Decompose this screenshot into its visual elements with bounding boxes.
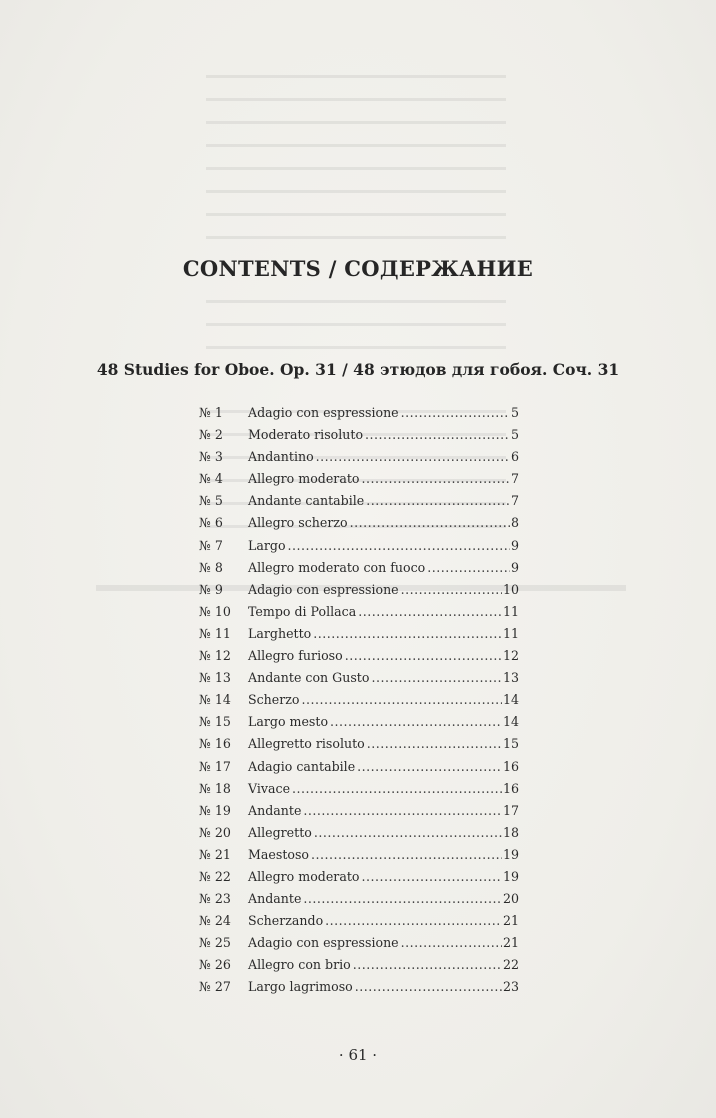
entry-page: 14 [502, 692, 519, 708]
entry-number: № 16 [199, 736, 231, 752]
contents-entry [199, 759, 519, 781]
entry-title: Adagio cantabile [248, 758, 356, 774]
entry-title: Adagio con espressione [248, 405, 399, 420]
dot-leader [361, 471, 510, 486]
entry-title: Allegro moderato con fuoco [248, 559, 426, 575]
entry-page: 16 [502, 758, 519, 774]
dot-leader [314, 825, 502, 840]
contents-entry [199, 560, 519, 582]
section-title: 48 Studies for Oboe. Op. 31 / 48 этюдов для гобоя. Соч. 31 [96, 360, 620, 379]
entry-number: № 23 [199, 891, 231, 907]
contents-entry [199, 405, 519, 427]
entry-number: № 10 [199, 603, 231, 619]
contents-entry [199, 913, 519, 935]
entry-title: Largo [248, 537, 286, 553]
dot-leader [427, 560, 510, 575]
dot-leader [316, 449, 510, 464]
entry-number: № 12 [199, 648, 231, 664]
contents-entry [199, 626, 519, 648]
entry-number: № 14 [199, 692, 231, 708]
entry-title: Allegro moderato [248, 868, 360, 884]
entry-title: Maestoso [248, 846, 310, 862]
entry-number: № 18 [199, 780, 231, 796]
entry-number: № 11 [199, 625, 231, 641]
dot-leader [401, 405, 510, 420]
contents-entry [199, 891, 519, 913]
entry-page: 11 [502, 603, 519, 619]
entry-page: 19 [502, 868, 519, 884]
entry-title: Andante cantabile [248, 493, 365, 509]
entry-page: 5 [510, 427, 519, 443]
entry-number: № 2 [199, 427, 223, 443]
dot-leader [355, 979, 502, 994]
contents-entry [199, 670, 519, 692]
entry-page: 21 [502, 935, 519, 951]
contents-entry [199, 604, 519, 626]
dot-leader [325, 913, 502, 928]
contents-entry [199, 869, 519, 891]
entry-title: Allegretto [248, 824, 312, 840]
entry-number: № 20 [199, 824, 231, 840]
entry-number: № 8 [199, 559, 223, 575]
entry-title: Largo mesto [248, 714, 329, 730]
dot-leader [357, 759, 502, 774]
entry-title: Andante [248, 891, 302, 907]
entry-title: Adagio con espressione [248, 935, 399, 951]
dot-leader [350, 515, 510, 530]
entry-number: № 22 [199, 868, 231, 884]
entry-page: 23 [502, 979, 519, 995]
entry-page: 13 [502, 670, 519, 686]
entry-number: № 4 [199, 471, 223, 487]
dot-leader [371, 670, 502, 685]
dot-leader [313, 626, 502, 641]
entry-page: 14 [502, 714, 519, 730]
entry-page: 8 [510, 515, 519, 531]
entry-page: 5 [510, 405, 519, 420]
entry-title: Allegro con brio [248, 957, 351, 973]
entry-title: Andante con Gusto [248, 670, 370, 686]
contents-entry [199, 449, 519, 471]
contents-list [199, 405, 519, 1002]
entry-title: Moderato risoluto [248, 427, 364, 443]
contents-entry [199, 582, 519, 604]
dot-leader [358, 604, 502, 619]
contents-entry [199, 471, 519, 493]
dot-leader [345, 648, 502, 663]
page-title: CONTENTS / СОДЕРЖАНИЕ [182, 256, 534, 281]
contents-entry [199, 736, 519, 758]
dot-leader [401, 935, 502, 950]
contents-entry [199, 692, 519, 714]
entry-page: 11 [502, 625, 519, 641]
entry-title: Adagio con espressione [248, 581, 399, 597]
entry-page: 21 [502, 913, 519, 929]
contents-entry [199, 493, 519, 515]
entry-number: № 5 [199, 493, 223, 509]
entry-page: 9 [510, 537, 519, 553]
dot-leader [303, 803, 502, 818]
dot-leader [292, 781, 502, 796]
contents-entry [199, 427, 519, 449]
entry-title: Scherzando [248, 913, 324, 929]
entry-page: 10 [502, 581, 519, 597]
entry-number: № 25 [199, 935, 231, 951]
dot-leader [361, 869, 501, 884]
entry-title: Andante [248, 802, 302, 818]
entry-page: 7 [510, 493, 519, 509]
entry-page: 19 [502, 846, 519, 862]
contents-entry [199, 648, 519, 670]
entry-title: Allegro furioso [248, 648, 343, 664]
contents-entry [199, 825, 519, 847]
dot-leader [353, 957, 502, 972]
entry-title: Allegro scherzo [248, 515, 348, 531]
dot-leader [303, 891, 502, 906]
dot-leader [366, 493, 510, 508]
entry-number: № 9 [199, 581, 223, 597]
entry-title: Andantino [248, 449, 314, 465]
entry-number: № 17 [199, 758, 231, 774]
entry-number: № 27 [199, 979, 231, 995]
entry-page: 22 [502, 957, 519, 973]
entry-title: Tempo di Pollaca [248, 603, 357, 619]
entry-page: 16 [502, 780, 519, 796]
entry-page: 15 [502, 736, 519, 752]
entry-page: 18 [502, 824, 519, 840]
entry-page: 12 [502, 648, 519, 664]
entry-number: № 24 [199, 913, 231, 929]
entry-number: № 15 [199, 714, 231, 730]
dot-leader [330, 714, 502, 729]
contents-entry [199, 979, 519, 1001]
entry-number: № 26 [199, 957, 231, 973]
entry-title: Larghetto [248, 625, 312, 641]
contents-entry [199, 515, 519, 537]
contents-entry [199, 714, 519, 736]
dot-leader [301, 692, 501, 707]
entry-page: 9 [510, 559, 519, 575]
entry-number: № 1 [199, 405, 223, 420]
entry-number: № 13 [199, 670, 231, 686]
dot-leader [367, 736, 502, 751]
contents-entry [199, 781, 519, 803]
entry-number: № 6 [199, 515, 223, 531]
contents-entry [199, 803, 519, 825]
entry-title: Allegro moderato [248, 471, 360, 487]
contents-entry [199, 935, 519, 957]
contents-entry [199, 847, 519, 869]
entry-title: Scherzo [248, 692, 300, 708]
contents-entry [199, 957, 519, 979]
entry-title: Allegretto risoluto [248, 736, 365, 752]
dot-leader [288, 538, 510, 553]
entry-page: 17 [502, 802, 519, 818]
entry-page: 7 [510, 471, 519, 487]
entry-title: Largo lagrimoso [248, 979, 353, 995]
dot-leader [311, 847, 502, 862]
page-number: · 61 · [338, 1046, 378, 1064]
entry-number: № 21 [199, 846, 231, 862]
dot-leader [401, 582, 502, 597]
entry-page: 6 [510, 449, 519, 465]
entry-number: № 7 [199, 537, 223, 553]
dot-leader [365, 427, 510, 442]
entry-number: № 3 [199, 449, 223, 465]
entry-title: Vivace [248, 780, 291, 796]
entry-number: № 19 [199, 802, 231, 818]
entry-page: 20 [502, 891, 519, 907]
contents-entry [199, 538, 519, 560]
